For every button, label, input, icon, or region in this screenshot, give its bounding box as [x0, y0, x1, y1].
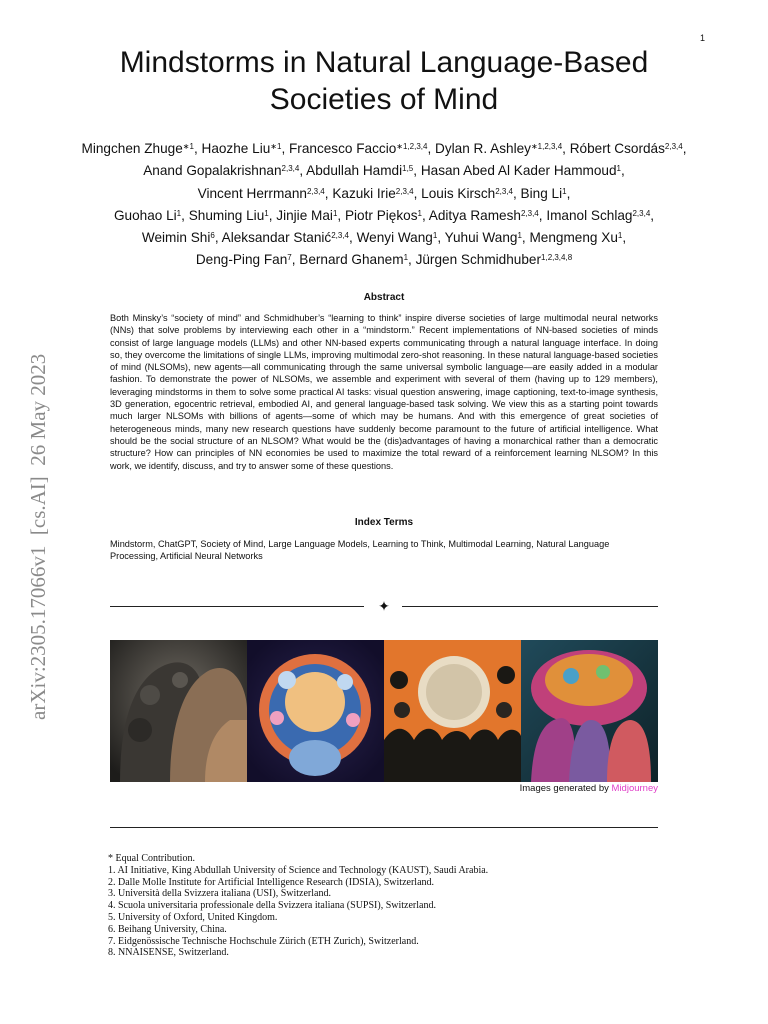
image-credit-prefix: Images generated by — [519, 783, 612, 794]
author-entry — [276, 208, 337, 223]
author-entry — [143, 163, 299, 178]
illustration-cosmic-head — [247, 640, 384, 782]
footnote-item: 1. AI Initiative, King Abdullah University of Science and Technology (KAUST), Saudi Arabia. — [108, 864, 489, 876]
author-name: Shuming Liu — [188, 207, 265, 223]
illustration-crowd-orange — [384, 640, 521, 782]
author-entry — [345, 208, 422, 223]
author-affiliation: ∗1,2,3,4 — [396, 142, 428, 151]
author-entry — [421, 186, 513, 201]
author-entry — [546, 208, 650, 223]
illustration-strip — [110, 640, 658, 782]
author-name: Vincent Herrmann — [197, 185, 307, 201]
author-affiliation: 1 — [417, 208, 422, 218]
author-entry — [202, 141, 282, 156]
arxiv-identifier — [18, 270, 54, 720]
author-affiliation: 2,3,4 — [331, 231, 349, 241]
author-entry — [416, 252, 573, 267]
divider-line-right — [402, 606, 658, 607]
author-name: Haozhe Liu — [201, 141, 271, 156]
author-name: Jinjie Mai — [276, 207, 333, 223]
author-name: Francesco Faccio — [289, 141, 397, 156]
author-affiliation: 2,3,4 — [395, 186, 414, 196]
author-name: Jürgen Schmidhuber — [415, 252, 542, 268]
author-entry — [198, 186, 325, 201]
author-affiliation: 1 — [617, 231, 623, 241]
author-entry — [357, 230, 438, 245]
abstract-heading: Abstract — [363, 292, 405, 303]
author-name: Kazuki Irie — [332, 185, 396, 201]
author-name: Louis Kirsch — [421, 185, 496, 201]
arxiv-identifier-text: arXiv:2305.17066v1 [cs.AI] 26 May 2023 — [26, 353, 50, 720]
author-affiliation: 6 — [210, 231, 215, 241]
author-name: Piotr Piękos — [344, 207, 418, 223]
footnote-item: 3. Università della Svizzera italiana (USI), Switzerland. — [108, 888, 331, 900]
author-affiliation: 1 — [332, 208, 338, 218]
footnote-item: 7. Eidgenössische Technische Hochschule Zürich (ETH Zurich), Switzerland. — [108, 935, 419, 947]
footnote-item: 8. NNAISENSE, Switzerland. — [108, 947, 229, 959]
footnotes — [108, 853, 668, 959]
author-entry — [114, 208, 181, 223]
footnote-item: 6. Beihang University, China. — [108, 923, 227, 935]
author-affiliation: ∗1 — [270, 142, 282, 151]
footnote-item: 5. University of Oxford, United Kingdom. — [108, 911, 278, 923]
author-affiliation: ∗1 — [182, 142, 194, 151]
author-entry — [196, 252, 292, 267]
illustration-colorful-heads — [521, 640, 658, 782]
author-name: Aleksandar Stanić — [221, 230, 332, 246]
author-entry — [142, 230, 215, 245]
author-affiliation: 1 — [562, 186, 567, 196]
author-affiliation: 1 — [616, 164, 621, 174]
author-affiliation: 2,3,4 — [495, 186, 513, 196]
author-name: Hasan Abed Al Kader Hammoud — [420, 163, 617, 179]
illustration-profile-heads — [110, 640, 247, 782]
author-affiliation: 1 — [517, 231, 522, 241]
author-affiliation: 1 — [403, 253, 409, 263]
author-name: Mengmeng Xu — [529, 230, 618, 246]
author-affiliation: 2,3,4 — [306, 186, 325, 196]
index-terms-text: Mindstorm, ChatGPT, Society of Mind, Large Language Models, Learning to Think, Multimodal Learning, Natural Language Processing, Artificial Neural Networks — [110, 539, 610, 562]
divider-line-left — [110, 606, 364, 607]
midjourney-link[interactable]: Midjourney — [611, 783, 658, 794]
author-affiliation: 2,3,4 — [632, 208, 651, 218]
footnote-rule — [110, 827, 658, 828]
author-name: Guohao Li — [113, 207, 177, 223]
author-name: Róbert Csordás — [569, 141, 665, 156]
author-name: Deng-Ping Fan — [195, 252, 288, 268]
author-entry — [306, 163, 413, 178]
author-entry — [289, 141, 427, 156]
author-name: Abdullah Hamdi — [306, 163, 403, 179]
author-entry — [82, 141, 194, 156]
author-entry — [570, 141, 683, 156]
author-name: Bernard Ghanem — [299, 252, 404, 268]
page-number: 1 — [700, 33, 706, 43]
author-affiliation: 7 — [287, 253, 292, 263]
footnote-item: 4. Scuola universitaria professionale della Svizzera italiana (SUPSI), Switzerland. — [108, 900, 436, 912]
author-affiliation: 2,3,4 — [664, 142, 683, 151]
author-entry — [299, 252, 408, 267]
author-entry — [332, 186, 413, 201]
author-name: Dylan R. Ashley — [435, 141, 531, 156]
author-entry — [421, 163, 621, 178]
author-name: Weimin Shi — [141, 230, 211, 246]
paper-title: Mindstorms in Natural Language-Based Societies of Mind — [119, 46, 649, 116]
author-affiliation: 2,3,4 — [520, 208, 539, 218]
footnote-item: 2. Dalle Molle Institute for Artificial Intelligence Research (IDSIA), Switzerland. — [108, 876, 435, 888]
author-affiliation: 1 — [432, 231, 438, 241]
author-entry — [435, 141, 562, 156]
author-name: Wenyi Wang — [356, 230, 433, 246]
author-entry — [429, 208, 539, 223]
author-affiliation: 2,3,4 — [281, 164, 300, 174]
author-name: Mingchen Zhuge — [81, 141, 183, 156]
author-name: Yuhui Wang — [444, 230, 518, 246]
author-entry — [529, 230, 622, 245]
author-entry — [445, 230, 522, 245]
footnote-item: * Equal Contribution. — [108, 853, 195, 864]
author-name: Aditya Ramesh — [428, 207, 521, 223]
author-entry — [521, 186, 567, 201]
author-affiliation: 1 — [176, 208, 182, 218]
divider-star-icon: ✦ — [378, 598, 390, 614]
author-affiliation: 1,2,3,4,8 — [541, 253, 573, 263]
author-list: Mingchen Zhuge$^{∗1}$, Haozhe Liu$^{∗1}$, Francesco Faccio$^{∗1,2,3,4}$, Dylan R. Ashley$^{∗1,2,3,4}$, Róbert Csordás$^{2,3,4}$, Anand Gopalakrishnan$^{2,3,4}$, Abdullah Hamdi$^{1,5}$, Hasan Abed Al Kader Hammoud$^1$, Vincent Herrmann$^{2,3,4}$, Kazuki Irie$^{2,3,4}$, Louis Kirsch$^{2,3,4}$, Bing Li$^1$, Guohao Li$^1$, Shuming Liu$^1$, Jinjie Mai$^1$, Piotr Piękos$^1$, Aditya Ramesh$^{2,3,4}$, Imanol Schlag$^{2,3,4}$, Weimin Shi$^6$, Aleksandar Stanić$^{2,3,4}$, Wenyi Wang$^1$, Yuhui Wang$^1$, Mengmeng Xu$^1$, Deng-Ping Fan$^7$, Bernard Ghanem$^1$, Jürgen Schmidhuber$^{1,2,3,4,8}$ — [81, 141, 687, 268]
author-name: Imanol Schlag — [546, 207, 633, 223]
author-affiliation: ∗1,2,3,4 — [530, 142, 563, 151]
author-name: Anand Gopalakrishnan — [143, 163, 282, 179]
author-name: Bing Li — [520, 185, 563, 201]
author-entry — [189, 208, 269, 223]
abstract-text: Both Minsky’s “society of mind” and Schmidhuber’s “learning to think” inspire diverse societies of large multimodal neural networks (NNs) that solve problems by interviewing each other in a “mindstorm.” Recent implementations of NN-based societies of minds consist of large language models (LLMs) and other NN-based experts communicating through a natural language interface. In doing so, they overcome the limitations of single LLMs, improving multimodal zero-shot reasoning. In these natural language-based societies of mind (NLSOMs), new agents—all communicating through the same universal symbolic language—are easily added in a modular fashion. To demonstrate the power of NLSOMs, we assemble and experiment with several of them (having up to 129 members), leveraging mindstorms in them to solve some practical AI tasks: visual question answering, image captioning, text-to-image synthesis, 3D generation, egocentric retrieval, embodied AI, and general language-based task solving. We view this as a starting point towards much larger NLSOMs with billions of agents—some of which may be humans. And with this emergence of great societies of heterogeneous minds, many new research questions have suddenly become paramount to the future of artificial intelligence. What should be the social structure of an NLSOM? What would be the (dis)advantages of having a monarchical rather than a democratic structure? How can principles of NN economies be used to maximize the total reward of a reinforcement learning NLSOM? In this work, we identify, discuss, and try to answer some of these questions. — [110, 313, 658, 471]
author-affiliation: 1 — [264, 208, 269, 218]
image-credit — [520, 783, 658, 794]
index-terms-heading: Index Terms — [354, 517, 414, 528]
author-entry — [222, 230, 349, 245]
author-affiliation: 1,5 — [402, 164, 414, 174]
